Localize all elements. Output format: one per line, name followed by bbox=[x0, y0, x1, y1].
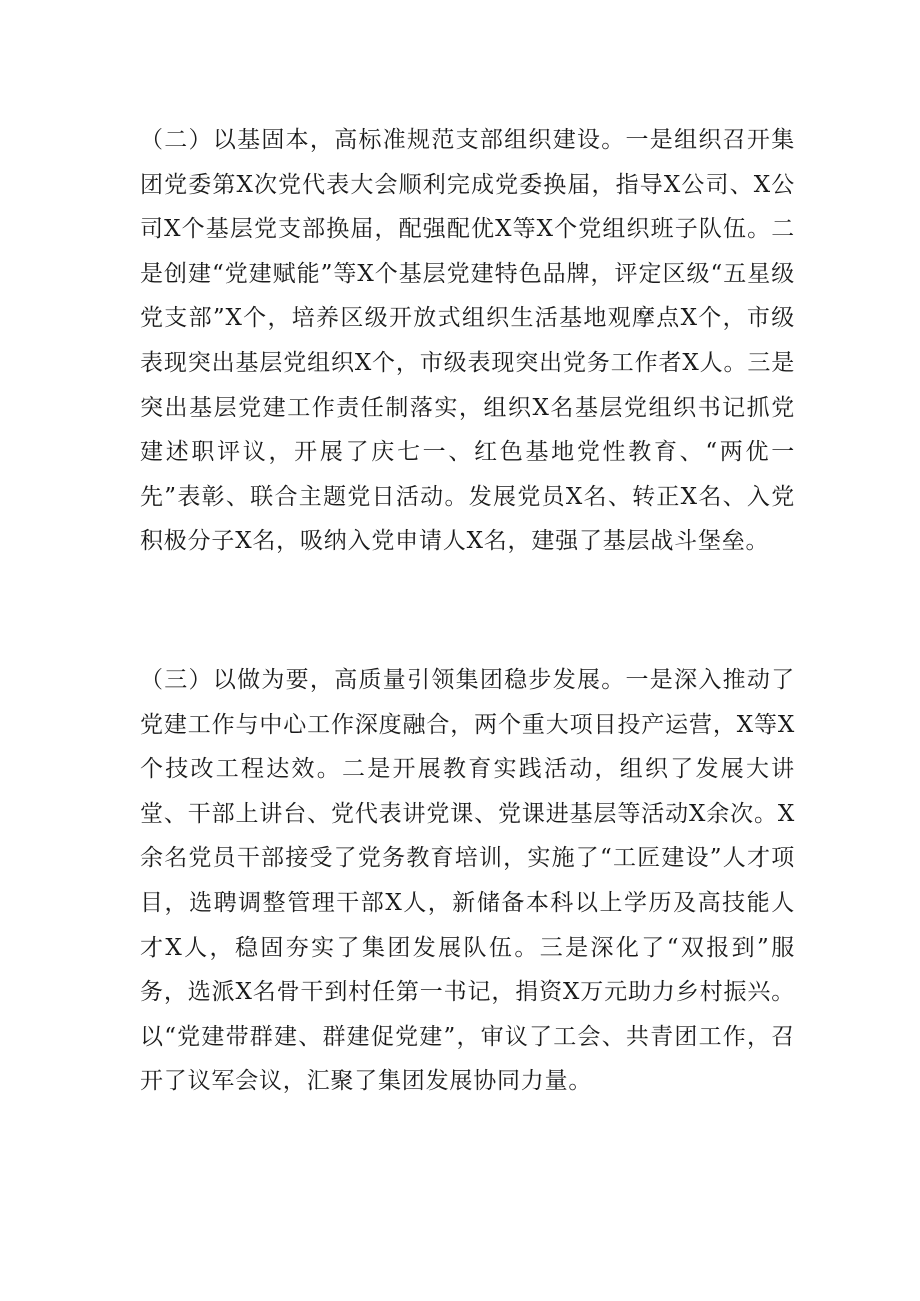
paragraph-section-two: （二）以基固本，高标准规范支部组织建设。一是组织召开集团党委第X次党代表大会顺利完成党委换届，指导X公司、X公司X个基层党支部换届，配强配优X等X个党组织班子队伍。二是创建“党建赋能”等X个基层党建特色品牌，评定区级“五星级党支部”X个，培养区级开放式组织生活基地观摩点X个，市级表现突出基层党组织X个，市级表现突出党务工作者X人。三是突出基层党建工作责任制落实，组织X名基层党组织书记抓党建述职评议，开展了庆七一、红色基地党性教育、“两优一先”表彰、联合主题党日活动。发展党员X名、转正X名、入党积极分子X名，吸纳入党申请人X名，建强了基层战斗堡垒。 bbox=[140, 127, 795, 555]
paragraph-section-three: （三）以做为要，高质量引领集团稳步发展。一是深入推动了党建工作与中心工作深度融合，两个重大项目投产运营，X等X个技改工程达效。二是开展教育实践活动，组织了发展大讲堂、干部上讲台、党代表讲党课、党课进基层等活动X余次。X余名党员干部接受了党务教育培训，实施了“工匠建设”人才项目，选聘调整管理干部X人，新储备本科以上学历及高技能人才X人，稳固夯实了集团发展队伍。三是深化了“双报到”服务，选派X名骨干到村任第一书记，捐资X万元助力乡村振兴。以“党建带群建、群建促党建”，审议了工会、共青团工作，召开了议军会议，汇聚了集团发展协同力量。 bbox=[140, 667, 795, 1095]
